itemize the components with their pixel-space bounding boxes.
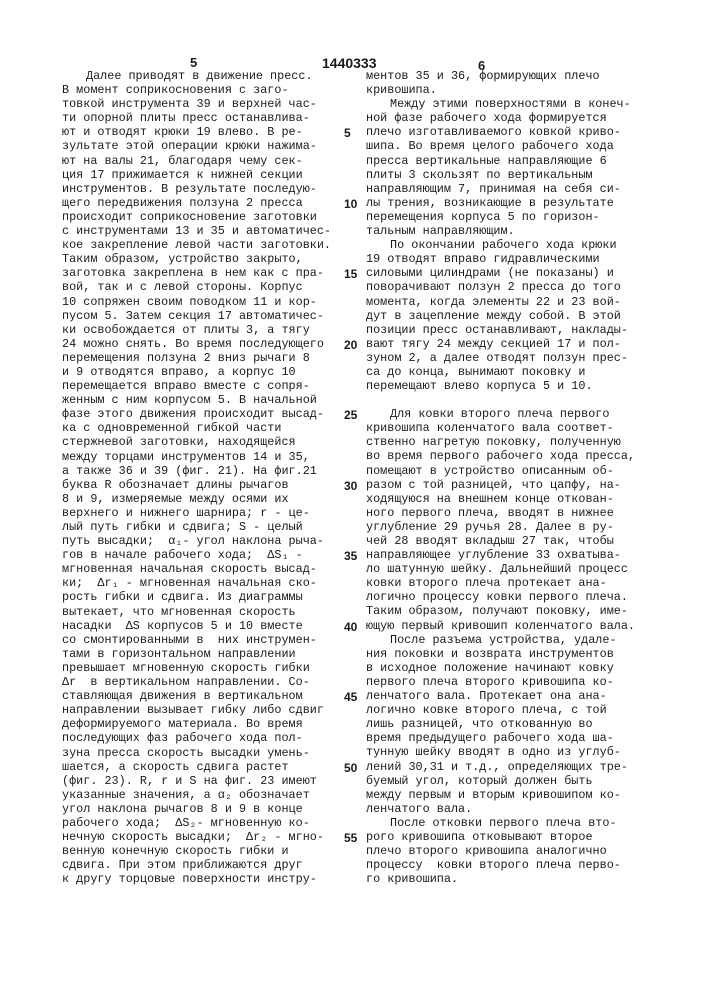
line-number: 20: [344, 338, 357, 352]
text-line: ленчатого вала. Протекает она ана-: [366, 689, 635, 703]
line-number: 30: [344, 479, 357, 493]
right-text-column: [366, 69, 635, 886]
text-line: вают тягу 24 между секцией 17 и пол-: [366, 337, 635, 351]
text-line: кое закрепление левой части заготовки.: [62, 238, 331, 252]
text-line: 24 можно снять. Во время последующего: [62, 337, 331, 351]
text-line: ковки второго плеча протекает ана-: [366, 576, 635, 590]
text-line: и 9 отводятся вправо, а корпус 10: [62, 365, 331, 379]
text-line: 8 и 9, измеряемые между осями их: [62, 492, 331, 506]
text-line: Δr в вертикальном направлении. Со-: [62, 675, 331, 689]
paragraph: [366, 407, 635, 633]
text-line: перемещения ползуна 2 вниз рычаги 8: [62, 351, 331, 365]
text-line: 10 сопряжен своим поводком 11 и кор-: [62, 295, 331, 309]
text-line: в исходное положение начинают ковку: [366, 661, 635, 675]
text-line: разом с той разницей, что цапфу, на-: [366, 478, 635, 492]
text-line: са до конца, вынимают поковку и: [366, 365, 635, 379]
text-line: рость гибки и сдвига. Из диаграммы: [62, 590, 331, 604]
patent-number: 1440333: [322, 55, 377, 71]
text-line: ция 17 прижимается к нижней секции: [62, 168, 331, 182]
text-line: лы трения, возникающие в результате: [366, 196, 635, 210]
text-line: тами в горизонтальном направлении: [62, 647, 331, 661]
text-line: деформируемого материала. Во время: [62, 717, 331, 731]
text-line: угол наклона рычагов 8 и 9 в конце: [62, 802, 331, 816]
text-line: ти опорной плиты пресс останавлива-: [62, 111, 331, 125]
text-line: ставляющая движения в вертикальном: [62, 689, 331, 703]
paragraph: [366, 816, 635, 886]
text-line: рабочего хода; ΔS₂- мгновенную ко-: [62, 816, 331, 830]
text-line: Между этими поверхностями в конеч-: [366, 97, 635, 111]
text-line: направляющим 7, принимая на себя си-: [366, 182, 635, 196]
text-line: время предыдущего рабочего хода ша-: [366, 731, 635, 745]
text-line: последующих фаз рабочего хода пол-: [62, 731, 331, 745]
text-line: силовыми цилиндрами (не показаны) и: [366, 266, 635, 280]
text-line: шается, а скорость сдвига растет: [62, 760, 331, 774]
text-line: логично ковке второго плеча, с той: [366, 703, 635, 717]
text-line: во время первого рабочего хода пресса,: [366, 449, 635, 463]
text-line: заготовка закреплена в нем как с пра-: [62, 266, 331, 280]
text-line: верхнего и нижнего шарнира; r - це-: [62, 506, 331, 520]
text-line: логично процессу ковки первого плеча.: [366, 590, 635, 604]
text-line: позиции пресс останавливают, наклады-: [366, 323, 635, 337]
paragraph: [366, 238, 635, 393]
paragraph: [366, 97, 635, 238]
text-line: процессу ковки второго плеча перво-: [366, 858, 635, 872]
text-line: После отковки первого плеча вто-: [366, 816, 635, 830]
text-line: рого кривошипа отковывают второе: [366, 830, 635, 844]
line-number: 50: [344, 761, 357, 775]
text-line: Таким образом, устройство закрыто,: [62, 252, 331, 266]
text-line: пресса вертикальные направляющие 6: [366, 154, 635, 168]
text-line: плечо второго кривошипа аналогично: [366, 844, 635, 858]
text-line: нечную скорость высадки; Δr₂ - мгно-: [62, 830, 331, 844]
text-line: перемещается вправо вместе с сопря-: [62, 379, 331, 393]
text-line: женным с ним корпусом 5. В начальной: [62, 393, 331, 407]
text-line: ют на валы 21, благодаря чему сек-: [62, 154, 331, 168]
text-line: ного первого плеча, вводят в нижнее: [366, 506, 635, 520]
paragraph: [366, 633, 635, 816]
text-line: лишь разницей, что откованную во: [366, 717, 635, 731]
text-line: Таким образом, получают поковку, име-: [366, 604, 635, 618]
text-line: зультате этой операции крюки нажима-: [62, 139, 331, 153]
text-line: вой, так и с левой стороны. Корпус: [62, 280, 331, 294]
text-line: ной фазе рабочего хода формируется: [366, 111, 635, 125]
text-line: дут в зацепление между собой. В этой: [366, 309, 635, 323]
text-line: момента, когда элементы 22 и 23 вой-: [366, 295, 635, 309]
line-number: 35: [344, 549, 357, 563]
text-line: насадки ΔS корпусов 5 и 10 вместе: [62, 619, 331, 633]
text-line: ло шатунную шейку. Дальнейший процесс: [366, 562, 635, 576]
text-line: ки; Δr₁ - мгновенная начальная ско-: [62, 576, 331, 590]
text-line: путь высадки; α₁- угол наклона рыча-: [62, 534, 331, 548]
page-number-right: 6: [478, 58, 485, 73]
text-line: После разъема устройства, удале-: [366, 633, 635, 647]
text-line: Для ковки второго плеча первого: [366, 407, 635, 421]
text-line: буемый угол, который должен быть: [366, 774, 635, 788]
line-number: 55: [344, 831, 357, 845]
text-line: к другу торцовые поверхности инстру-: [62, 872, 331, 886]
text-line: между торцами инструментов 14 и 35,: [62, 450, 331, 464]
text-line: перемещения корпуса 5 по горизон-: [366, 210, 635, 224]
line-number: 10: [344, 197, 357, 211]
text-line: ходящуюся на внешнем конце откован-: [366, 492, 635, 506]
text-line: плиты 3 скользят по вертикальным: [366, 168, 635, 182]
line-number: 15: [344, 267, 357, 281]
text-line: Далее приводят в движение пресс.: [62, 69, 331, 83]
text-line: ки освобождается от плиты 3, а тягу: [62, 323, 331, 337]
text-line: щего передвижения ползуна 2 пресса: [62, 196, 331, 210]
line-number: 25: [344, 408, 357, 422]
text-line: (фиг. 23). R, r и S на фиг. 23 имеют: [62, 774, 331, 788]
text-line: ка с одновременной гибкой части: [62, 421, 331, 435]
text-line: ют и отводят крюки 19 влево. В ре-: [62, 125, 331, 139]
text-line: 19 отводят вправо гидравлическими: [366, 252, 635, 266]
text-line: ленчатого вала.: [366, 802, 635, 816]
text-line: зуном 2, а далее отводят ползун прес-: [366, 351, 635, 365]
text-line: го кривошипа.: [366, 872, 635, 886]
text-line: поворачивают ползун 2 пресса до того: [366, 280, 635, 294]
text-line: пусом 5. Затем секция 17 автоматичес-: [62, 309, 331, 323]
text-line: плечо изготавливаемого ковкой криво-: [366, 125, 635, 139]
text-line: зуна пресса скорость высадки умень-: [62, 746, 331, 760]
text-line: сдвига. При этом приближаются друг: [62, 858, 331, 872]
page-number-left: 5: [190, 55, 197, 70]
line-number: 5: [344, 126, 351, 140]
text-line: кривошипа.: [366, 83, 635, 97]
text-line: помещают в устройство описанным об-: [366, 464, 635, 478]
text-line: ственно нагретую поковку, полученную: [366, 435, 635, 449]
text-line: товкой инструмента 39 и верхней час-: [62, 97, 331, 111]
text-line: направлении вызывает гибку либо сдвиг: [62, 703, 331, 717]
text-line: кривошипа коленчатого вала соответ-: [366, 421, 635, 435]
text-line: ментов 35 и 36, формирующих плечо: [366, 69, 635, 83]
line-number: 40: [344, 620, 357, 634]
text-line: между первым и вторым кривошипом ко-: [366, 788, 635, 802]
text-line: перемещают влево корпуса 5 и 10.: [366, 379, 635, 393]
text-line: вытекает, что мгновенная скорость: [62, 605, 331, 619]
left-text-column: [62, 69, 331, 886]
text-line: первого плеча второго кривошипа ко-: [366, 675, 635, 689]
text-line: тунную шейку вводят в одно из углуб-: [366, 745, 635, 759]
text-line: ющую первый кривошип коленчатого вала.: [366, 619, 635, 633]
paragraph-gap: [366, 393, 635, 407]
text-line: венную конечную скорость гибки и: [62, 844, 331, 858]
text-line: В момент соприкосновения с заго-: [62, 83, 331, 97]
text-line: гов в начале рабочего хода; ΔS₁ -: [62, 548, 331, 562]
text-line: По окончании рабочего хода крюки: [366, 238, 635, 252]
line-number: 45: [344, 690, 357, 704]
text-line: тальным направляющим.: [366, 224, 635, 238]
text-line: шипа. Во время целого рабочего хода: [366, 139, 635, 153]
text-line: направляющее углубление 33 охватыва-: [366, 548, 635, 562]
text-line: мгновенная начальная скорость высад-: [62, 562, 331, 576]
text-line: стержневой заготовки, находящейся: [62, 435, 331, 449]
text-line: с инструментами 13 и 35 и автоматичес-: [62, 224, 331, 238]
text-line: инструментов. В результате последую-: [62, 182, 331, 196]
text-line: превышает мгновенную скорость гибки: [62, 661, 331, 675]
paragraph: [366, 69, 635, 97]
text-line: фазе этого движения происходит высад-: [62, 407, 331, 421]
text-line: со смонтированными в них инструмен-: [62, 633, 331, 647]
text-line: лений 30,31 и т.д., определяющих тре-: [366, 760, 635, 774]
text-line: ния поковки и возврата инструментов: [366, 647, 635, 661]
paragraph: [62, 69, 331, 886]
text-line: углубление 29 ручья 28. Далее в ру-: [366, 520, 635, 534]
text-line: а также 36 и 39 (фиг. 21). На фиг.21: [62, 464, 331, 478]
text-line: буква R обозначает длины рычагов: [62, 478, 331, 492]
text-line: происходит соприкосновение заготовки: [62, 210, 331, 224]
text-line: указанные значения, а α₂ обозначает: [62, 788, 331, 802]
text-line: лый путь гибки и сдвига; S - целый: [62, 520, 331, 534]
text-line: чей 28 вводят вкладыш 27 так, чтобы: [366, 534, 635, 548]
